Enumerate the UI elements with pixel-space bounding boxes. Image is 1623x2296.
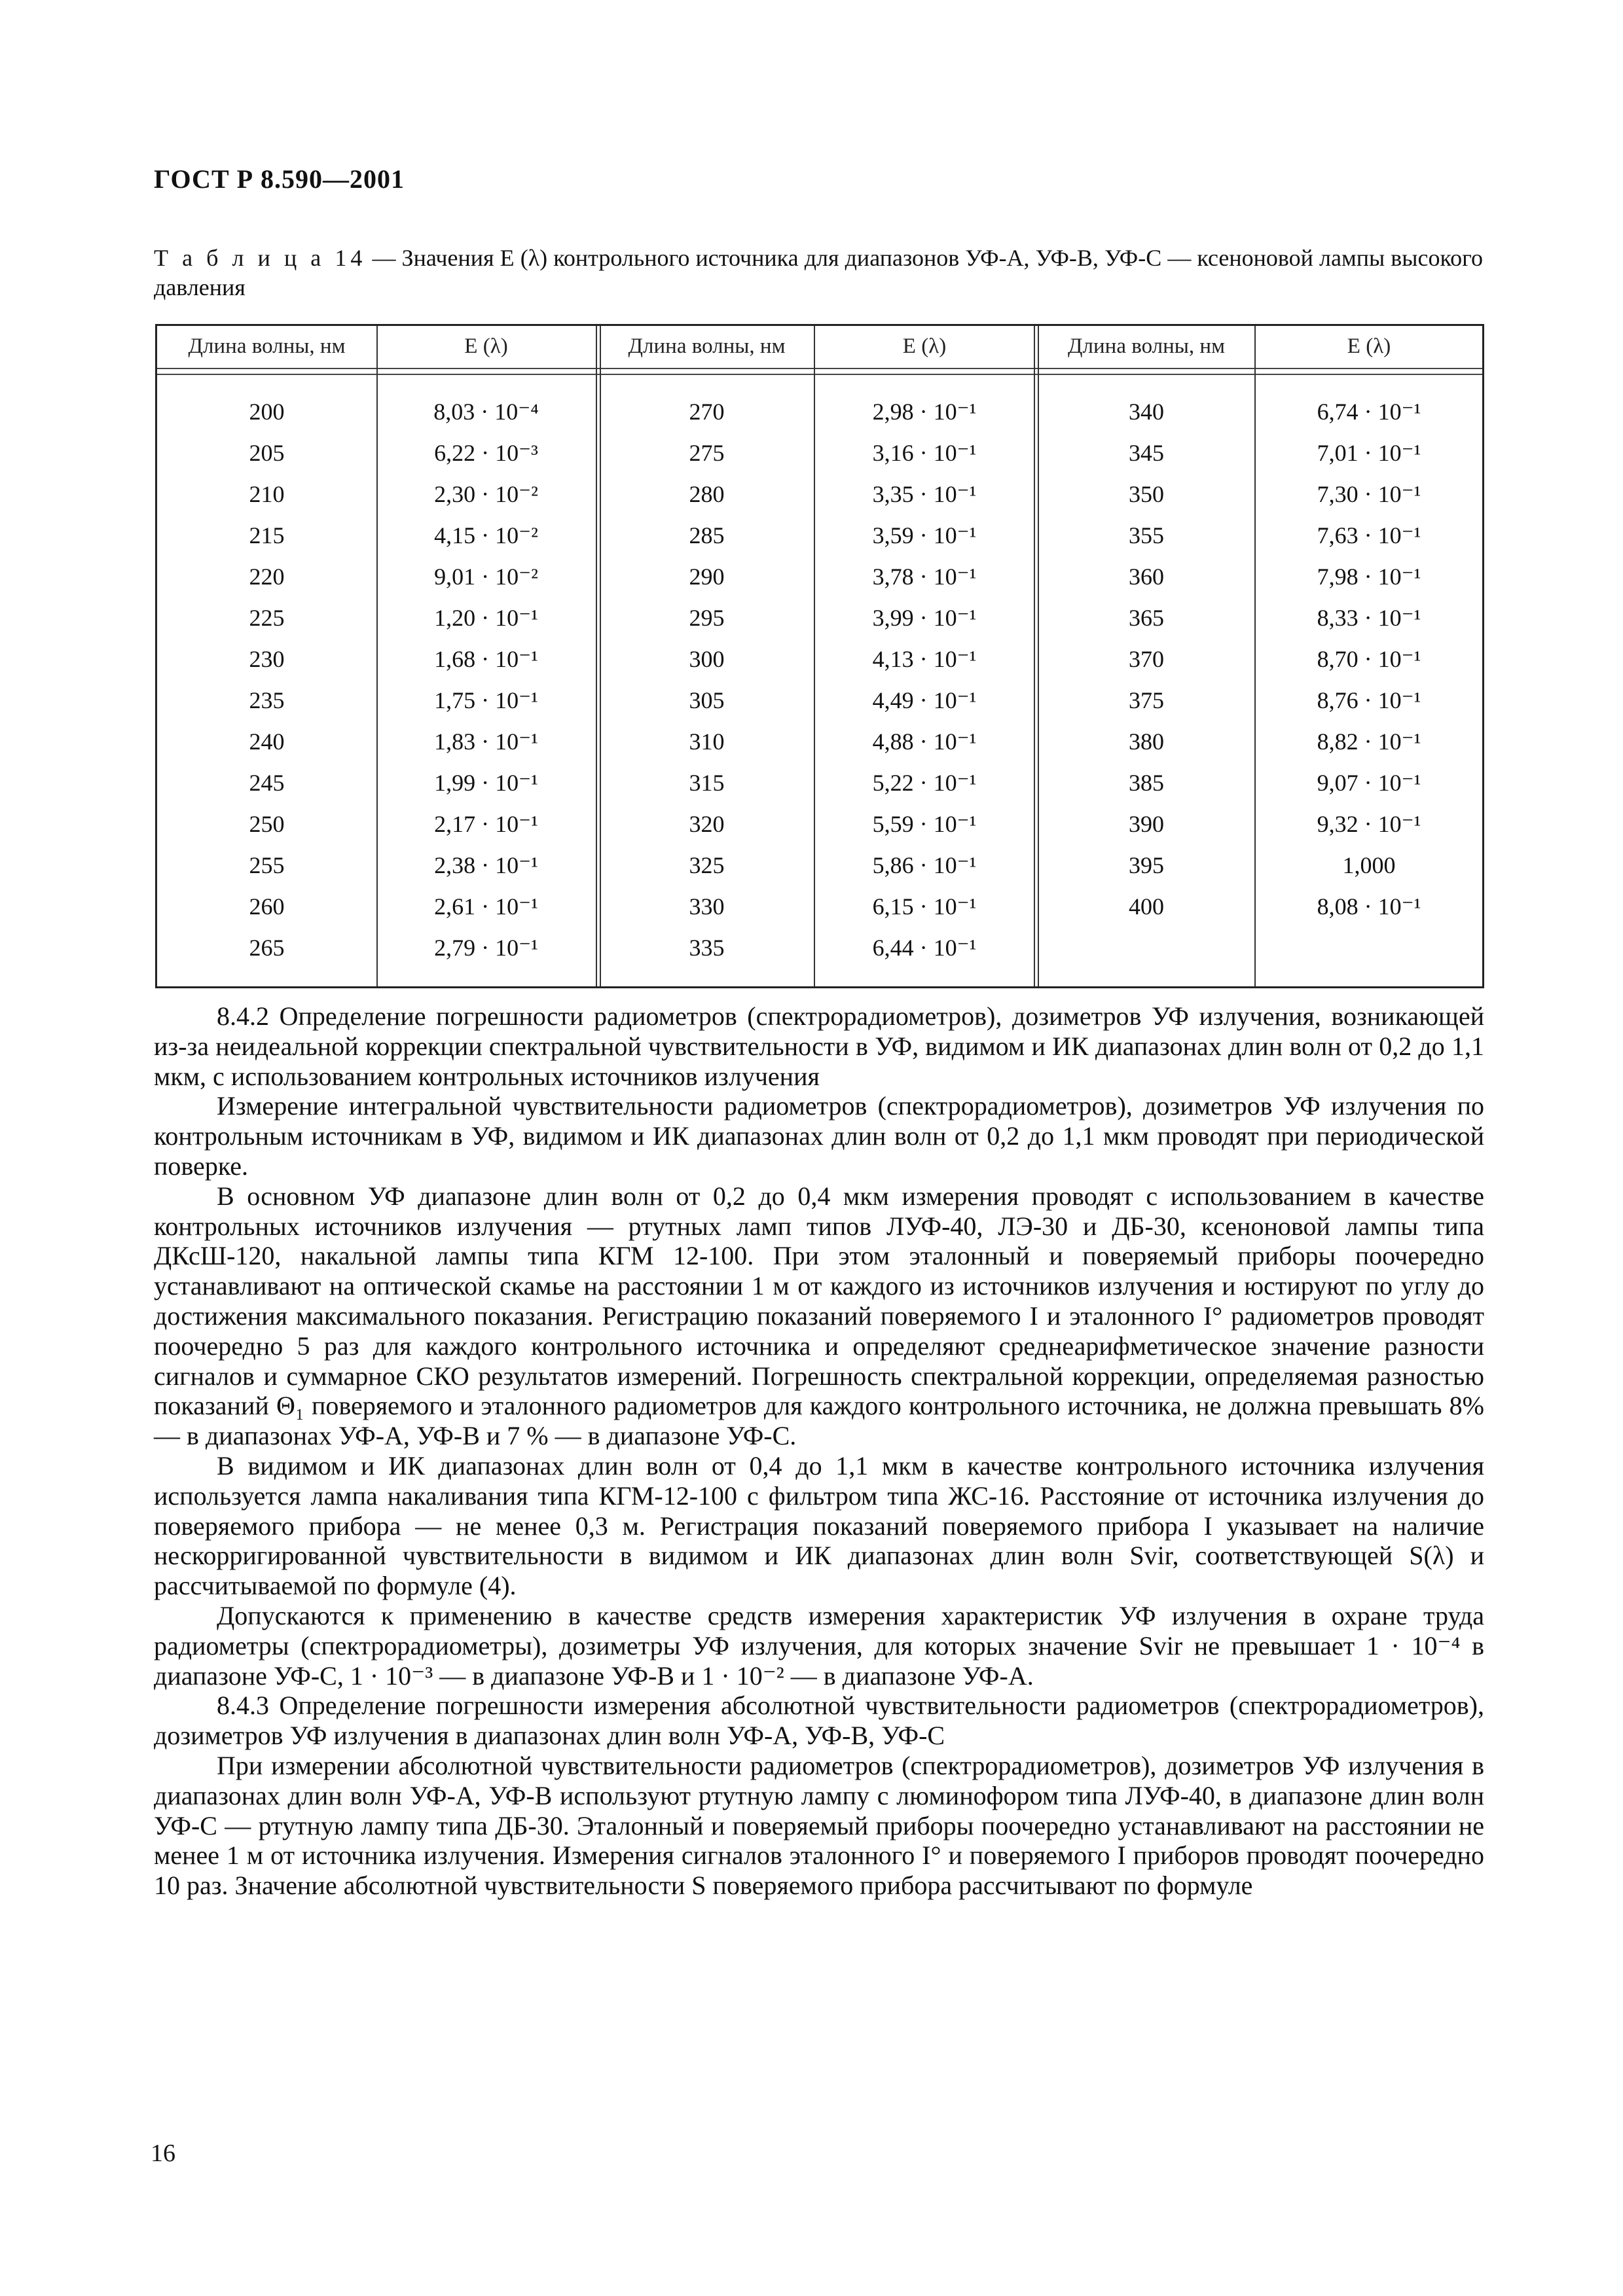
paragraph-8-4-2-title: 8.4.2 Определение погрешности радиометров (спектрорадиометров), дозиметров УФ излучения, возникающей из-за неидеальной коррекции спектральной чувствительности в УФ, видимом и ИК диапазонах длин волн от 0,2 до 1,1 мкм, с использованием контрольных источников излучения (154, 1001, 1484, 1091)
table-cell: 345 (1129, 440, 1164, 466)
table-header-row (157, 326, 1482, 367)
table-cell: 265 (249, 935, 285, 961)
column-e-lambda-3 (1254, 391, 1484, 927)
table-cell: 360 (1129, 564, 1164, 590)
header-e-lambda-3: E (λ) (1347, 334, 1391, 358)
column-wavelength-1 (157, 391, 376, 969)
table-cell: 4,49 · 10⁻¹ (872, 687, 977, 713)
table-cell: 7,30 · 10⁻¹ (1317, 481, 1421, 507)
body-text (154, 1001, 1484, 1901)
table-cell: 325 (689, 852, 725, 878)
table-cell: 340 (1129, 399, 1164, 425)
table-cell: 2,61 · 10⁻¹ (434, 893, 538, 920)
table-cell: 390 (1129, 811, 1164, 837)
table-cell: 370 (1129, 646, 1164, 672)
header-e-lambda-1: E (λ) (464, 334, 508, 358)
header-wavelength-2: Длина волны, нм (628, 334, 786, 358)
header-divider (157, 368, 1482, 369)
table-cell: 7,98 · 10⁻¹ (1317, 564, 1421, 590)
table-caption-text: — Значения E (λ) контрольного источника для диапазонов УФ-А, УФ-В, УФ-С — ксеноновой лампы высокого давления (154, 245, 1483, 300)
table-cell: 255 (249, 852, 285, 878)
table-cell: 6,44 · 10⁻¹ (872, 935, 977, 961)
table-cell: 280 (689, 481, 725, 507)
table-cell: 9,32 · 10⁻¹ (1317, 811, 1421, 837)
table-cell: 8,33 · 10⁻¹ (1317, 605, 1421, 631)
table-cell: 385 (1129, 770, 1164, 796)
table-cell: 3,35 · 10⁻¹ (872, 481, 977, 507)
column-wavelength-2 (600, 391, 814, 969)
table-cell: 4,15 · 10⁻² (434, 522, 538, 548)
table-cell: 8,82 · 10⁻¹ (1317, 728, 1421, 755)
header-wavelength-3: Длина волны, нм (1068, 334, 1225, 358)
table-cell: 2,79 · 10⁻¹ (434, 935, 538, 961)
header-e-lambda-2: E (λ) (902, 334, 947, 358)
table-cell: 290 (689, 564, 725, 590)
table-cell: 8,03 · 10⁻⁴ (433, 399, 539, 425)
table-cell: 1,000 (1342, 852, 1396, 878)
table-cell: 7,63 · 10⁻¹ (1317, 522, 1421, 548)
header-divider-second (157, 374, 1482, 375)
column-e-lambda-1 (376, 391, 596, 969)
table-cell: 205 (249, 440, 285, 466)
table-cell: 380 (1129, 728, 1164, 755)
column-e-lambda-2 (814, 391, 1035, 969)
table-cell: 9,01 · 10⁻² (434, 564, 538, 590)
paragraph-absolute-sensitivity: При измерении абсолютной чувствительности радиометров (спектрорадиометров), дозиметров УФ излучения в диапазонах длин волн УФ-А, УФ-В используют ртутную лампу с люминофором типа ЛУФ-40, в диапазоне длин волн УФ-С — ртутную лампу типа ДБ-30. Эталонный и поверяемый приборы поочередно устанавливают на расстоянии не менее 1 м от источника излучения. Измерения сигналов эталонного I° и поверяемого I приборов проводят поочередно 10 раз. Значение абсолютной чувствительности S поверяемого прибора рассчитывают по формуле (154, 1750, 1484, 1901)
paragraph-admissible: Допускаются к применению в качестве средств измерения характеристик УФ излучения в охране труда радиометры (спектрорадиометры), дозиметры УФ излучения, для которых значение Svir не превышает 1 · 10⁻⁴ в диапазоне УФ-С, 1 · 10⁻³ — в диапазоне УФ-В и 1 · 10⁻² — в диапазоне УФ-А. (154, 1600, 1484, 1691)
table-cell: 3,16 · 10⁻¹ (872, 440, 977, 466)
table-cell: 6,22 · 10⁻³ (434, 440, 538, 466)
table-cell: 8,08 · 10⁻¹ (1317, 893, 1421, 920)
table-cell: 365 (1129, 605, 1164, 631)
table-cell: 220 (249, 564, 285, 590)
table-cell: 275 (689, 440, 725, 466)
table-cell: 305 (689, 687, 725, 713)
table-cell: 1,68 · 10⁻¹ (434, 646, 538, 672)
table-cell: 240 (249, 728, 285, 755)
page-number: 16 (151, 2140, 175, 2167)
table-cell: 3,99 · 10⁻¹ (872, 605, 977, 631)
table-cell: 1,75 · 10⁻¹ (434, 687, 538, 713)
column-wavelength-3 (1038, 391, 1254, 927)
table-cell: 8,70 · 10⁻¹ (1317, 646, 1421, 672)
table-cell: 225 (249, 605, 285, 631)
table-cell: 3,59 · 10⁻¹ (872, 522, 977, 548)
table-cell: 270 (689, 399, 725, 425)
table-cell: 5,22 · 10⁻¹ (872, 770, 977, 796)
table-cell: 245 (249, 770, 285, 796)
table-cell: 7,01 · 10⁻¹ (1317, 440, 1421, 466)
paragraph-8-4-3-title: 8.4.3 Определение погрешности измерения абсолютной чувствительности радиометров (спектрорадиометров), дозиметров УФ излучения в диапазонах длин волн УФ-А, УФ-В, УФ-С (154, 1691, 1484, 1751)
table-cell: 6,15 · 10⁻¹ (872, 893, 977, 920)
document-header: ГОСТ Р 8.590—2001 (154, 164, 405, 194)
table-cell: 3,78 · 10⁻¹ (872, 564, 977, 590)
table-cell: 2,98 · 10⁻¹ (872, 399, 977, 425)
table-cell: 235 (249, 687, 285, 713)
table-caption-label: Т а б л и ц а 14 (154, 245, 367, 271)
table-cell: 375 (1129, 687, 1164, 713)
table-cell: 310 (689, 728, 725, 755)
table-cell: 6,74 · 10⁻¹ (1317, 399, 1421, 425)
table-cell: 2,30 · 10⁻² (434, 481, 538, 507)
paragraph-visible-ir-range: В видимом и ИК диапазонах длин волн от 0,4 до 1,1 мкм в качестве контрольного источника излучения используется лампа накаливания типа КГМ-12-100 с фильтром типа ЖС-16. Расстояние от источника излучения до поверяемого прибора — не менее 0,3 м. Регистрация показаний поверяемого прибора I указывает на наличие нескорригированной чувствительности в видимом и ИК диапазонах длин волн Svir, соответствующей S(λ) и рассчитываемой по формуле (4). (154, 1450, 1484, 1601)
paragraph-uv-range: В основном УФ диапазоне длин волн от 0,2 до 0,4 мкм измерения проводят с использованием в качестве контрольных источников излучения — ртутных ламп типов ЛУФ-40, ЛЭ-30 и ДБ-30, ксеноновой лампы типа ДКсШ-120, накальной лампы типа КГМ 12-100. При этом эталонный и поверяемый приборы поочередно устанавливают на оптической скамье на расстоянии 1 м от каждого из источников излучения и юстируют по углу до достижения максимального показания. Регистрацию показаний поверяемого I и эталонного I° радиометров проводят поочередно 5 раз для каждого контрольного источника и определяют среднеарифметическое значение разности сигналов и суммарное СКО результатов измерений. Погрешность спектральной коррекции, определяемая разностью показаний Θ₁ поверяемого и эталонного радиометров для каждого контрольного источника, не должна превышать 8% — в диапазонах УФ-А, УФ-В и 7 % — в диапазоне УФ-С. (154, 1181, 1485, 1451)
table-cell: 1,20 · 10⁻¹ (434, 605, 538, 631)
table-cell: 350 (1129, 481, 1164, 507)
table-cell: 355 (1129, 522, 1164, 548)
table-cell: 300 (689, 646, 725, 672)
table-cell: 260 (249, 893, 285, 920)
table-cell: 285 (689, 522, 725, 548)
table-cell: 210 (249, 481, 285, 507)
table-cell: 5,86 · 10⁻¹ (872, 852, 977, 878)
table-cell: 8,76 · 10⁻¹ (1317, 687, 1421, 713)
paragraph-integral-sensitivity: Измерение интегральной чувствительности радиометров (спектрорадиометров), дозиметров УФ излучения по контрольным источникам в УФ, видимом и ИК диапазонах длин волн от 0,2 до 1,1 мкм проводят при периодической поверке. (154, 1091, 1484, 1181)
table-cell: 230 (249, 646, 285, 672)
table-cell: 395 (1129, 852, 1164, 878)
table-cell: 335 (689, 935, 725, 961)
table-cell: 320 (689, 811, 725, 837)
table-cell: 330 (689, 893, 725, 920)
table-cell: 1,99 · 10⁻¹ (434, 770, 538, 796)
table-cell: 4,88 · 10⁻¹ (872, 728, 977, 755)
header-wavelength-1: Длина волны, нм (188, 334, 346, 358)
table-cell: 250 (249, 811, 285, 837)
table-cell: 295 (689, 605, 725, 631)
data-table (155, 324, 1484, 988)
table-cell: 215 (249, 522, 285, 548)
table-cell: 400 (1129, 893, 1164, 920)
table-cell: 4,13 · 10⁻¹ (872, 646, 977, 672)
table-cell: 2,17 · 10⁻¹ (434, 811, 538, 837)
table-cell: 9,07 · 10⁻¹ (1317, 770, 1421, 796)
table-cell: 2,38 · 10⁻¹ (434, 852, 538, 878)
table-cell: 5,59 · 10⁻¹ (872, 811, 977, 837)
table-cell: 315 (689, 770, 725, 796)
table-cell: 1,83 · 10⁻¹ (434, 728, 538, 755)
table-caption (154, 243, 1483, 302)
table-cell: 200 (249, 399, 285, 425)
